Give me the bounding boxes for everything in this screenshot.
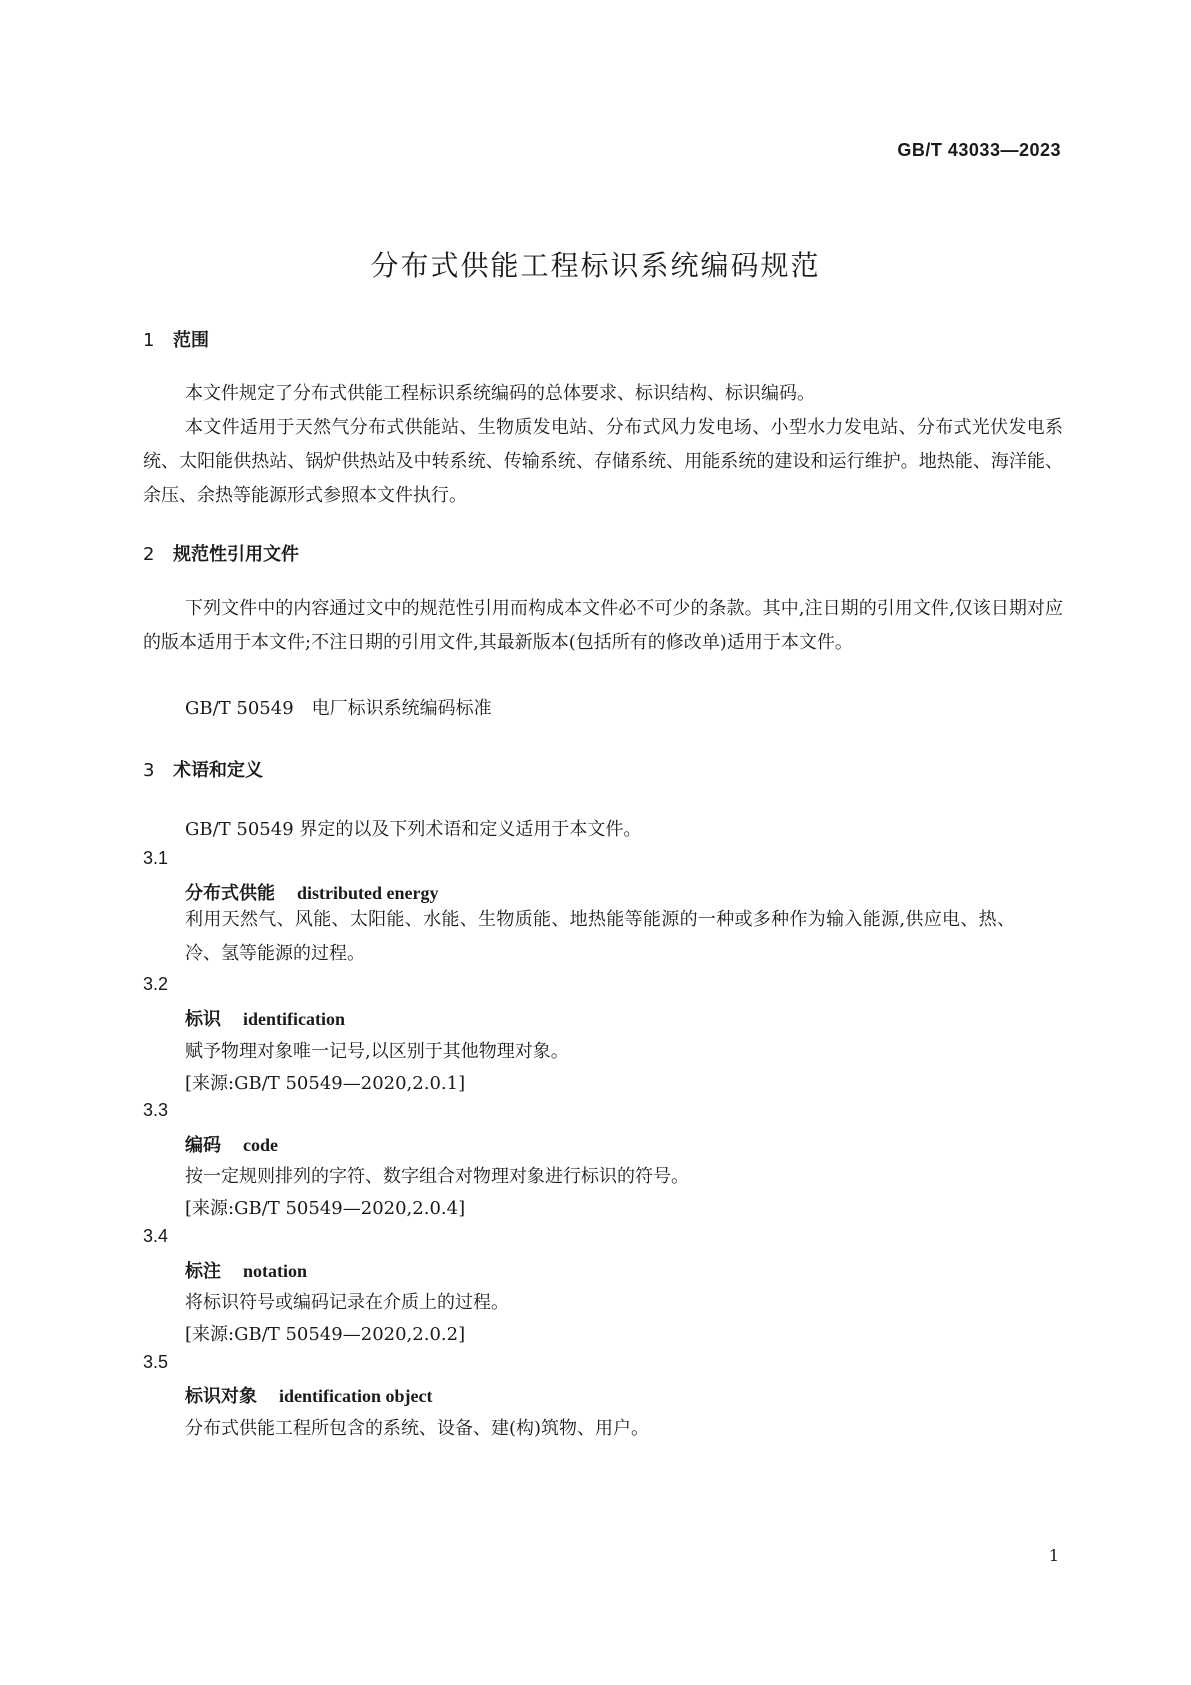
section-heading-terms	[143, 756, 263, 782]
term-entry	[185, 879, 439, 905]
term-definition: 分布式供能工程所包含的系统、设备、建(构)筑物、用户。	[185, 1418, 650, 1439]
term-entry	[185, 1382, 432, 1408]
term-definition: 将标识符号或编码记录在介质上的过程。	[185, 1292, 509, 1313]
scope-paragraph-2: 本文件适用于天然气分布式供能站、生物质发电站、分布式风力发电场、小型水力发电站、分布式光伏发电系统、太阳能供热站、锅炉供热站及中转系统、传输系统、存储系统、用能系统的建设和运行维护。地热能、海洋能、余压、余热等能源形式参照本文件执行。	[143, 417, 1063, 506]
term-en: notation	[243, 1261, 308, 1281]
section-number: 1	[143, 330, 155, 351]
term-cn: 标注	[185, 1261, 221, 1282]
term-definition: 按一定规则排列的字符、数字组合对物理对象进行标识的符号。	[185, 1166, 689, 1187]
normative-references-paragraph: 下列文件中的内容通过文中的规范性引用而构成本文件必不可少的条款。其中,注日期的引用文件,仅该日期对应的版本适用于本文件;不注日期的引用文件,其最新版本(包括所有的修改单)适用于本文件。	[143, 598, 1063, 653]
term-definition: 赋予物理对象唯一记号,以区别于其他物理对象。	[185, 1041, 569, 1062]
term-en: distributed energy	[297, 883, 439, 903]
reference-entry: GB/T 50549 电厂标识系统编码标准	[185, 698, 492, 719]
term-en: identification	[243, 1009, 345, 1029]
term-cn: 标识	[185, 1009, 221, 1030]
term-number: 3.5	[143, 1352, 169, 1372]
page-number: 1	[1048, 1546, 1059, 1565]
section-title: 规范性引用文件	[173, 544, 299, 565]
term-entry	[185, 1131, 278, 1157]
section-number: 3	[143, 760, 155, 781]
term-source: [来源:GB/T 50549—2020,2.0.4]	[185, 1198, 466, 1219]
section-title: 术语和定义	[173, 760, 263, 781]
section-heading-normative-references	[143, 540, 299, 566]
term-number: 3.2	[143, 974, 169, 994]
section-number: 2	[143, 544, 155, 565]
scope-paragraph-1: 本文件规定了分布式供能工程标识系统编码的总体要求、标识结构、标识编码。	[185, 383, 815, 404]
standard-number: GB/T 43033—2023	[897, 140, 1061, 160]
term-number: 3.1	[143, 848, 169, 868]
term-definition: 利用天然气、风能、太阳能、水能、生物质能、地热能等能源的一种或多种作为输入能源,供应电、热、冷、氢等能源的过程。	[185, 909, 1015, 964]
term-entry	[185, 1257, 307, 1283]
term-number: 3.4	[143, 1226, 169, 1246]
section-heading-scope	[143, 326, 209, 352]
term-cn: 编码	[185, 1135, 221, 1156]
term-source: [来源:GB/T 50549—2020,2.0.2]	[185, 1324, 466, 1345]
term-en: code	[243, 1135, 278, 1155]
term-number: 3.3	[143, 1100, 169, 1120]
terms-intro: GB/T 50549 界定的以及下列术语和定义适用于本文件。	[185, 819, 642, 840]
term-cn: 标识对象	[185, 1386, 257, 1407]
term-source: [来源:GB/T 50549—2020,2.0.1]	[185, 1073, 466, 1094]
term-entry	[185, 1005, 345, 1031]
term-cn: 分布式供能	[185, 883, 275, 904]
term-en: identification object	[279, 1386, 433, 1406]
section-title: 范围	[173, 330, 209, 351]
document-title: 分布式供能工程标识系统编码规范	[370, 249, 821, 282]
